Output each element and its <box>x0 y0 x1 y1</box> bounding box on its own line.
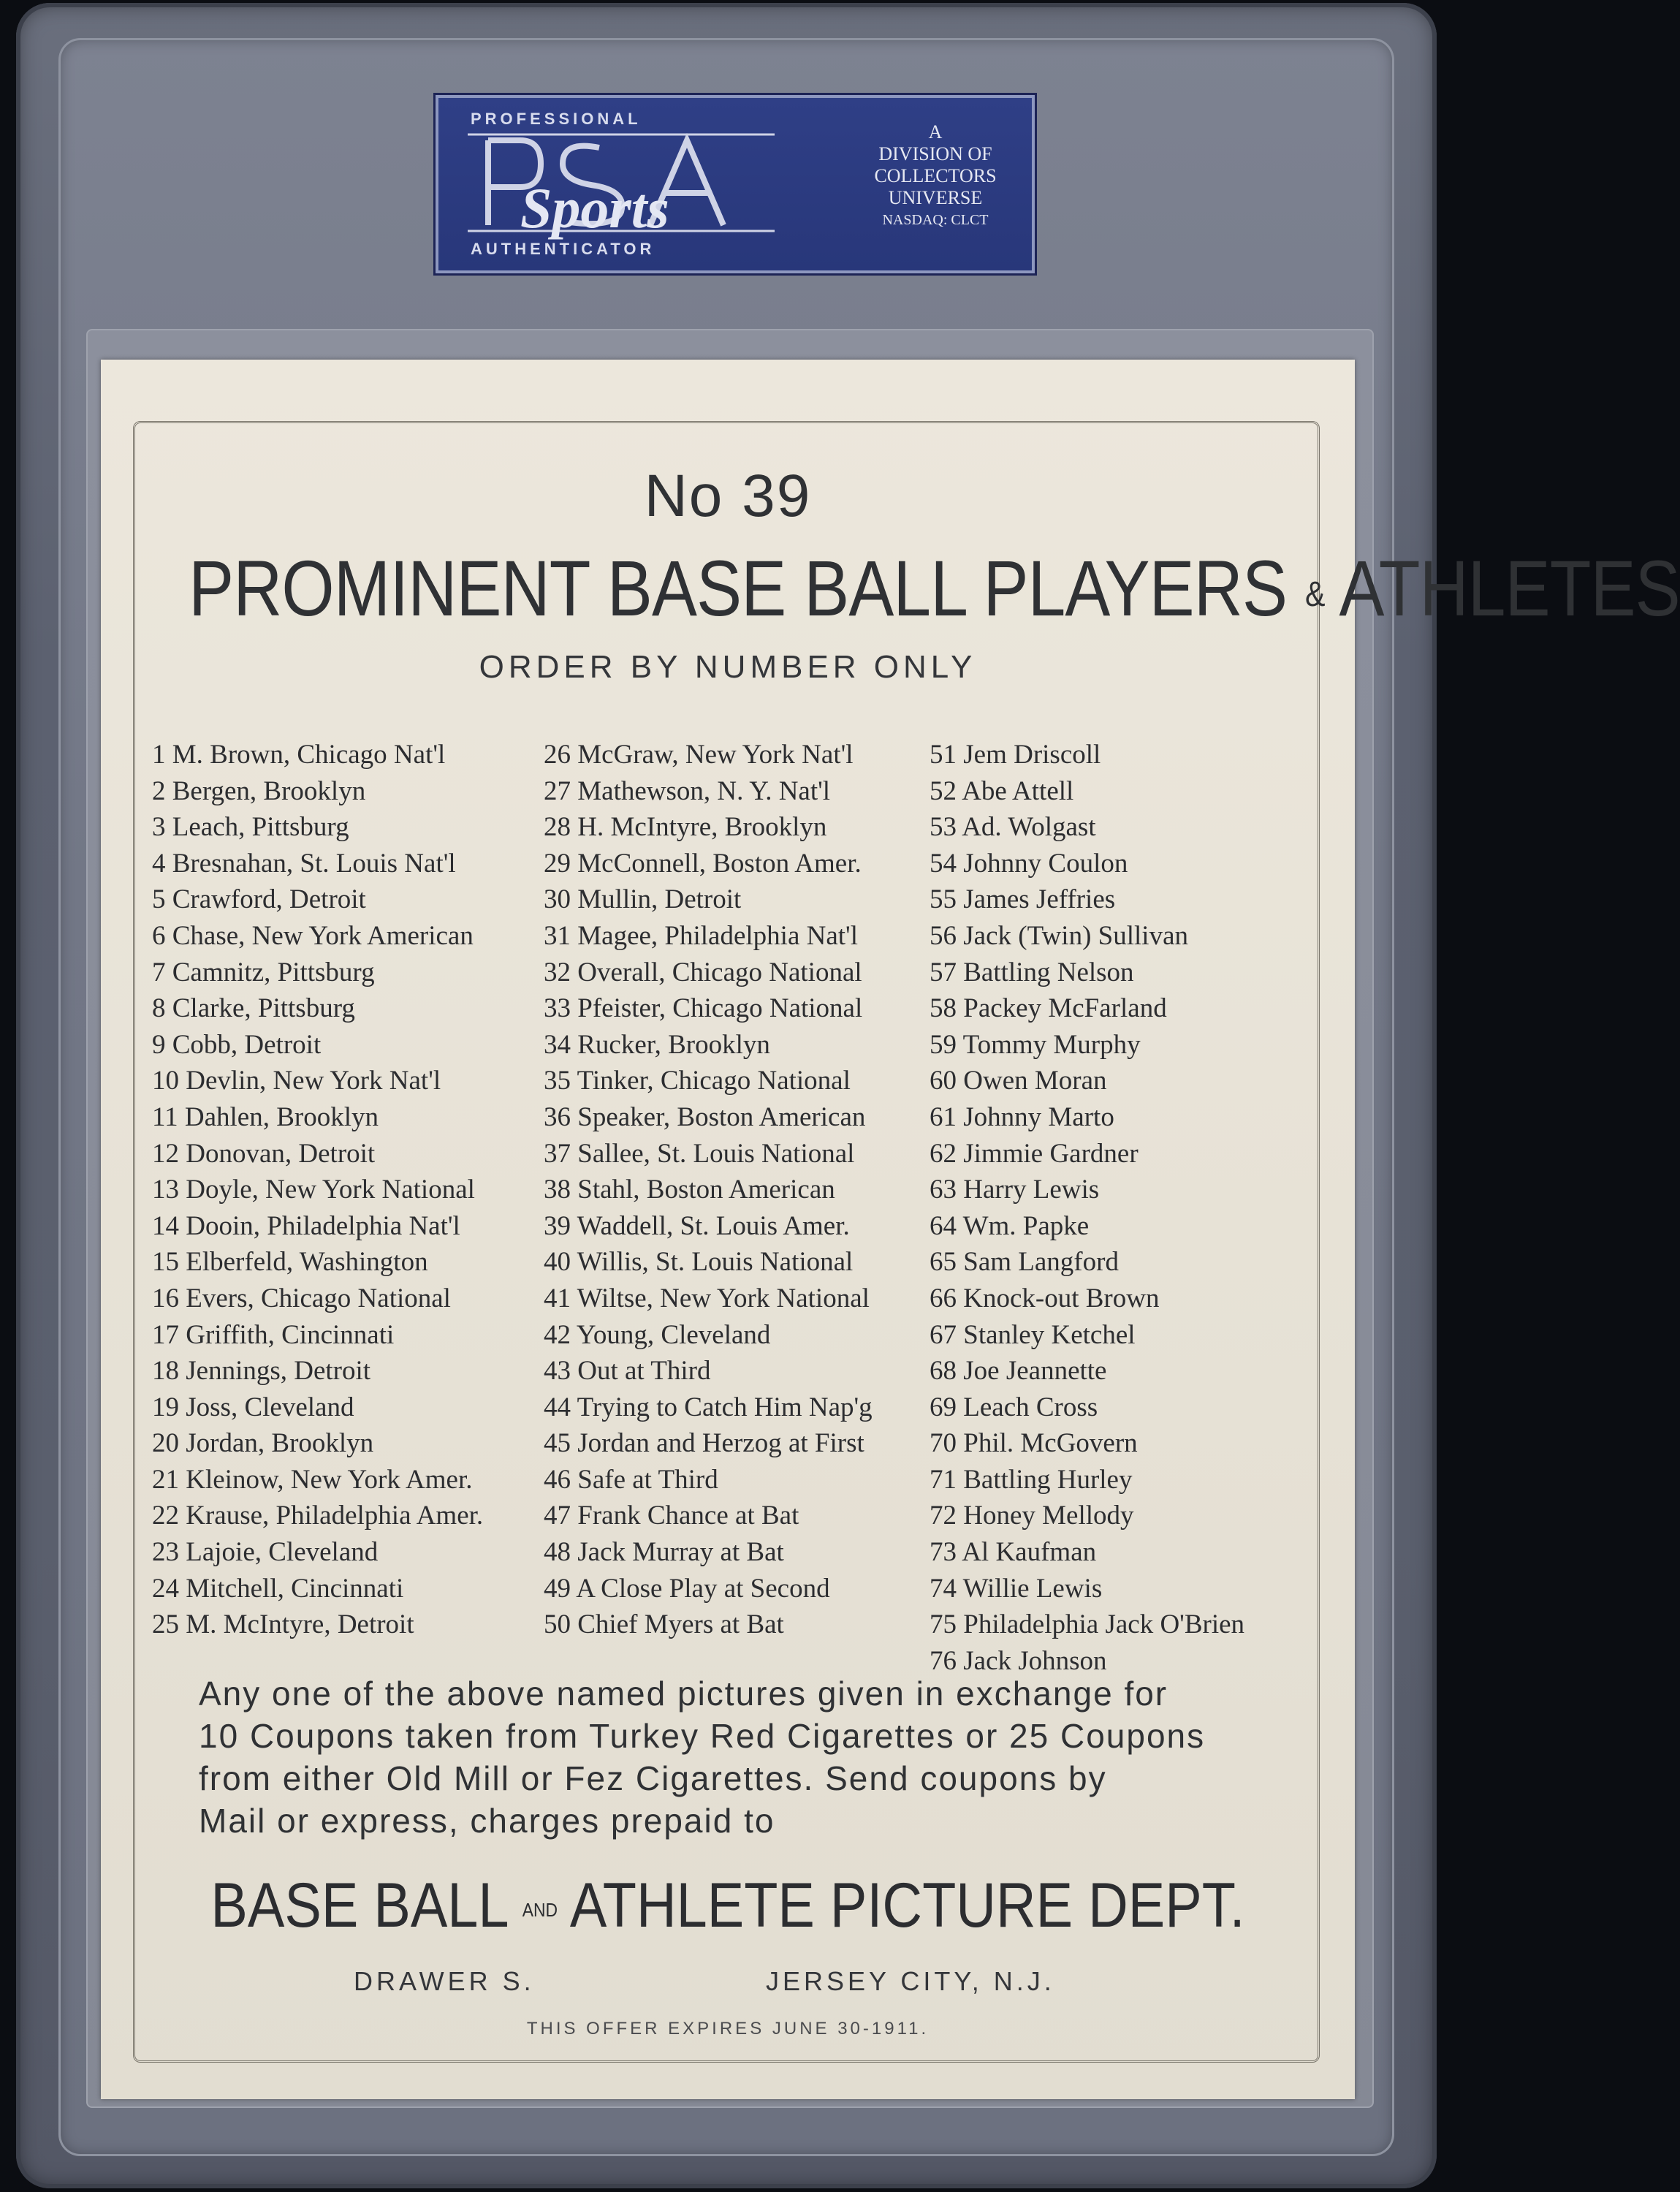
player-list-item: 26 McGraw, New York Nat'l <box>544 740 854 770</box>
player-list-item: 65 Sam Langford <box>930 1247 1119 1278</box>
player-list-item: 13 Doyle, New York National <box>152 1175 475 1205</box>
player-list-item: 36 Speaker, Boston American <box>544 1101 866 1132</box>
division-line: NASDAQ: CLCT <box>882 212 989 228</box>
player-list-item: 48 Jack Murray at Bat <box>544 1537 784 1568</box>
player-list-item: 49 A Close Play at Second <box>544 1573 830 1604</box>
player-list-item: 61 Johnny Marto <box>930 1101 1114 1132</box>
offer-line: Any one of the above named pictures given in exchange for <box>199 1675 1168 1713</box>
player-list-item: 33 Pfeister, Chicago National <box>544 993 863 1024</box>
psa-label-bottom-text: AUTHENTICATOR <box>471 240 655 258</box>
address-city: JERSEY CITY, N.J. <box>766 1966 1055 1996</box>
player-list-item: 7 Camnitz, Pittsburg <box>152 957 375 987</box>
player-list-item: 56 Jack (Twin) Sullivan <box>930 920 1188 951</box>
player-list-item: 18 Jennings, Detroit <box>152 1356 371 1387</box>
player-list-item: 9 Cobb, Detroit <box>152 1029 322 1060</box>
offer-text <box>199 1672 1251 1842</box>
psa-label <box>436 95 1035 273</box>
player-list-item: 51 Jem Driscoll <box>930 740 1101 770</box>
card-title-amp: & <box>1305 574 1325 614</box>
player-list-item: 34 Rucker, Brooklyn <box>544 1029 770 1060</box>
player-column-1 <box>152 737 547 1643</box>
player-list-item: 23 Lajoie, Cleveland <box>152 1537 379 1568</box>
division-line: DIVISION OF <box>878 143 992 164</box>
psa-label-top-text: PROFESSIONAL <box>471 110 642 128</box>
card-subtitle: ORDER BY NUMBER ONLY <box>479 649 977 685</box>
player-list-item: 50 Chief Myers at Bat <box>544 1609 784 1640</box>
card-number: No 39 <box>644 463 812 529</box>
offer-line: Mail or express, charges prepaid to <box>199 1802 775 1840</box>
address-drawer: DRAWER S. <box>354 1966 535 1996</box>
department-name <box>176 1870 1280 1942</box>
player-list-item: 30 Mullin, Detroit <box>544 884 742 915</box>
player-list-item: 52 Abe Attell <box>930 775 1074 806</box>
division-line: UNIVERSE <box>888 187 983 208</box>
division-line: COLLECTORS <box>874 165 997 186</box>
player-list-item: 47 Frank Chance at Bat <box>544 1501 799 1531</box>
player-list-item: 29 McConnell, Boston Amer. <box>544 848 862 879</box>
offer-line: 10 Coupons taken from Turkey Red Cigarettes or 25 Coupons <box>199 1717 1206 1755</box>
player-list-item: 17 Griffith, Cincinnati <box>152 1319 395 1350</box>
dept-and: AND <box>522 1898 558 1921</box>
division-text <box>848 121 1023 231</box>
player-list-item: 16 Evers, Chicago National <box>152 1283 451 1313</box>
player-list-item: 55 James Jeffries <box>930 884 1116 915</box>
psa-logo <box>453 105 797 259</box>
card-title-part2: ATHLETES <box>1339 544 1680 632</box>
player-list-item: 19 Joss, Cleveland <box>152 1392 354 1422</box>
player-list-item: 76 Jack Johnson <box>930 1645 1107 1676</box>
player-list-item: 44 Trying to Catch Him Nap'g <box>544 1392 873 1422</box>
player-list-item: 5 Crawford, Detroit <box>152 884 366 915</box>
player-list-item: 58 Packey McFarland <box>930 993 1167 1024</box>
player-list-item: 3 Leach, Pittsburg <box>152 812 349 843</box>
player-list-item: 53 Ad. Wolgast <box>930 812 1096 843</box>
player-list-item: 8 Clarke, Pittsburg <box>152 993 355 1024</box>
player-list-item: 28 H. McIntyre, Brooklyn <box>544 812 827 843</box>
player-list-item: 27 Mathewson, N. Y. Nat'l <box>544 775 831 806</box>
player-list-item: 68 Joe Jeannette <box>930 1356 1107 1387</box>
offer-line: from either Old Mill or Fez Cigarettes. Send coupons by <box>199 1759 1107 1797</box>
player-list-item: 73 Al Kaufman <box>930 1537 1097 1568</box>
player-list-item: 64 Wm. Papke <box>930 1210 1090 1241</box>
player-column-3 <box>930 737 1324 1679</box>
player-list-item: 70 Phil. McGovern <box>930 1428 1138 1459</box>
player-list-item: 32 Overall, Chicago National <box>544 957 862 987</box>
dept-part1: BASE BALL <box>210 1870 507 1941</box>
player-list-item: 43 Out at Third <box>544 1356 711 1387</box>
player-list-item: 45 Jordan and Herzog at First <box>544 1428 864 1459</box>
player-column-2 <box>544 737 938 1643</box>
psa-logo-script: Sports <box>520 176 669 240</box>
player-list-item: 71 Battling Hurley <box>930 1464 1133 1495</box>
player-list-item: 67 Stanley Ketchel <box>930 1319 1136 1350</box>
player-list-item: 74 Willie Lewis <box>930 1573 1103 1604</box>
player-list-item: 66 Knock-out Brown <box>930 1283 1160 1313</box>
player-list-item: 10 Devlin, New York Nat'l <box>152 1066 441 1096</box>
offer-expiration: THIS OFFER EXPIRES JUNE 30-1911. <box>526 2019 930 2039</box>
player-list-item: 60 Owen Moran <box>930 1066 1107 1096</box>
player-list-item: 57 Battling Nelson <box>930 957 1134 987</box>
player-list-item: 6 Chase, New York American <box>152 920 474 951</box>
player-list-item: 2 Bergen, Brooklyn <box>152 775 366 806</box>
division-line: A <box>928 121 943 143</box>
card-title-part1: PROMINENT BASE BALL PLAYERS <box>189 544 1288 632</box>
player-list-item: 1 M. Brown, Chicago Nat'l <box>152 740 446 770</box>
player-list-item: 31 Magee, Philadelphia Nat'l <box>544 920 858 951</box>
player-list-item: 62 Jimmie Gardner <box>930 1138 1139 1169</box>
player-list-item: 21 Kleinow, New York Amer. <box>152 1464 473 1495</box>
player-list-item: 37 Sallee, St. Louis National <box>544 1138 855 1169</box>
player-list-item: 38 Stahl, Boston American <box>544 1175 835 1205</box>
player-list-item: 41 Wiltse, New York National <box>544 1283 870 1313</box>
player-list-item: 54 Johnny Coulon <box>930 848 1128 879</box>
player-list-item: 40 Willis, St. Louis National <box>544 1247 854 1278</box>
player-list-item: 14 Dooin, Philadelphia Nat'l <box>152 1210 460 1241</box>
player-list-item: 75 Philadelphia Jack O'Brien <box>930 1609 1245 1640</box>
dept-part2: ATHLETE PICTURE DEPT. <box>569 1870 1245 1941</box>
card-title <box>189 542 1680 634</box>
player-list-item: 11 Dahlen, Brooklyn <box>152 1101 379 1132</box>
player-list-item: 15 Elberfeld, Washington <box>152 1247 428 1278</box>
player-list-item: 39 Waddell, St. Louis Amer. <box>544 1210 850 1241</box>
player-list-item: 12 Donovan, Detroit <box>152 1138 376 1169</box>
player-list-item: 20 Jordan, Brooklyn <box>152 1428 374 1459</box>
player-list-item: 46 Safe at Third <box>544 1464 718 1495</box>
player-list-item: 35 Tinker, Chicago National <box>544 1066 851 1096</box>
player-list-item: 72 Honey Mellody <box>930 1501 1134 1531</box>
player-list-item: 63 Harry Lewis <box>930 1175 1100 1205</box>
trading-card-back <box>101 360 1680 2099</box>
player-list-item: 24 Mitchell, Cincinnati <box>152 1573 404 1604</box>
player-list-item: 42 Young, Cleveland <box>544 1319 771 1350</box>
player-list-item: 4 Bresnahan, St. Louis Nat'l <box>152 848 456 879</box>
player-list-item: 69 Leach Cross <box>930 1392 1098 1422</box>
player-list-item: 25 M. McIntyre, Detroit <box>152 1609 414 1640</box>
player-list-item: 22 Krause, Philadelphia Amer. <box>152 1501 484 1531</box>
player-list-item: 59 Tommy Murphy <box>930 1029 1141 1060</box>
